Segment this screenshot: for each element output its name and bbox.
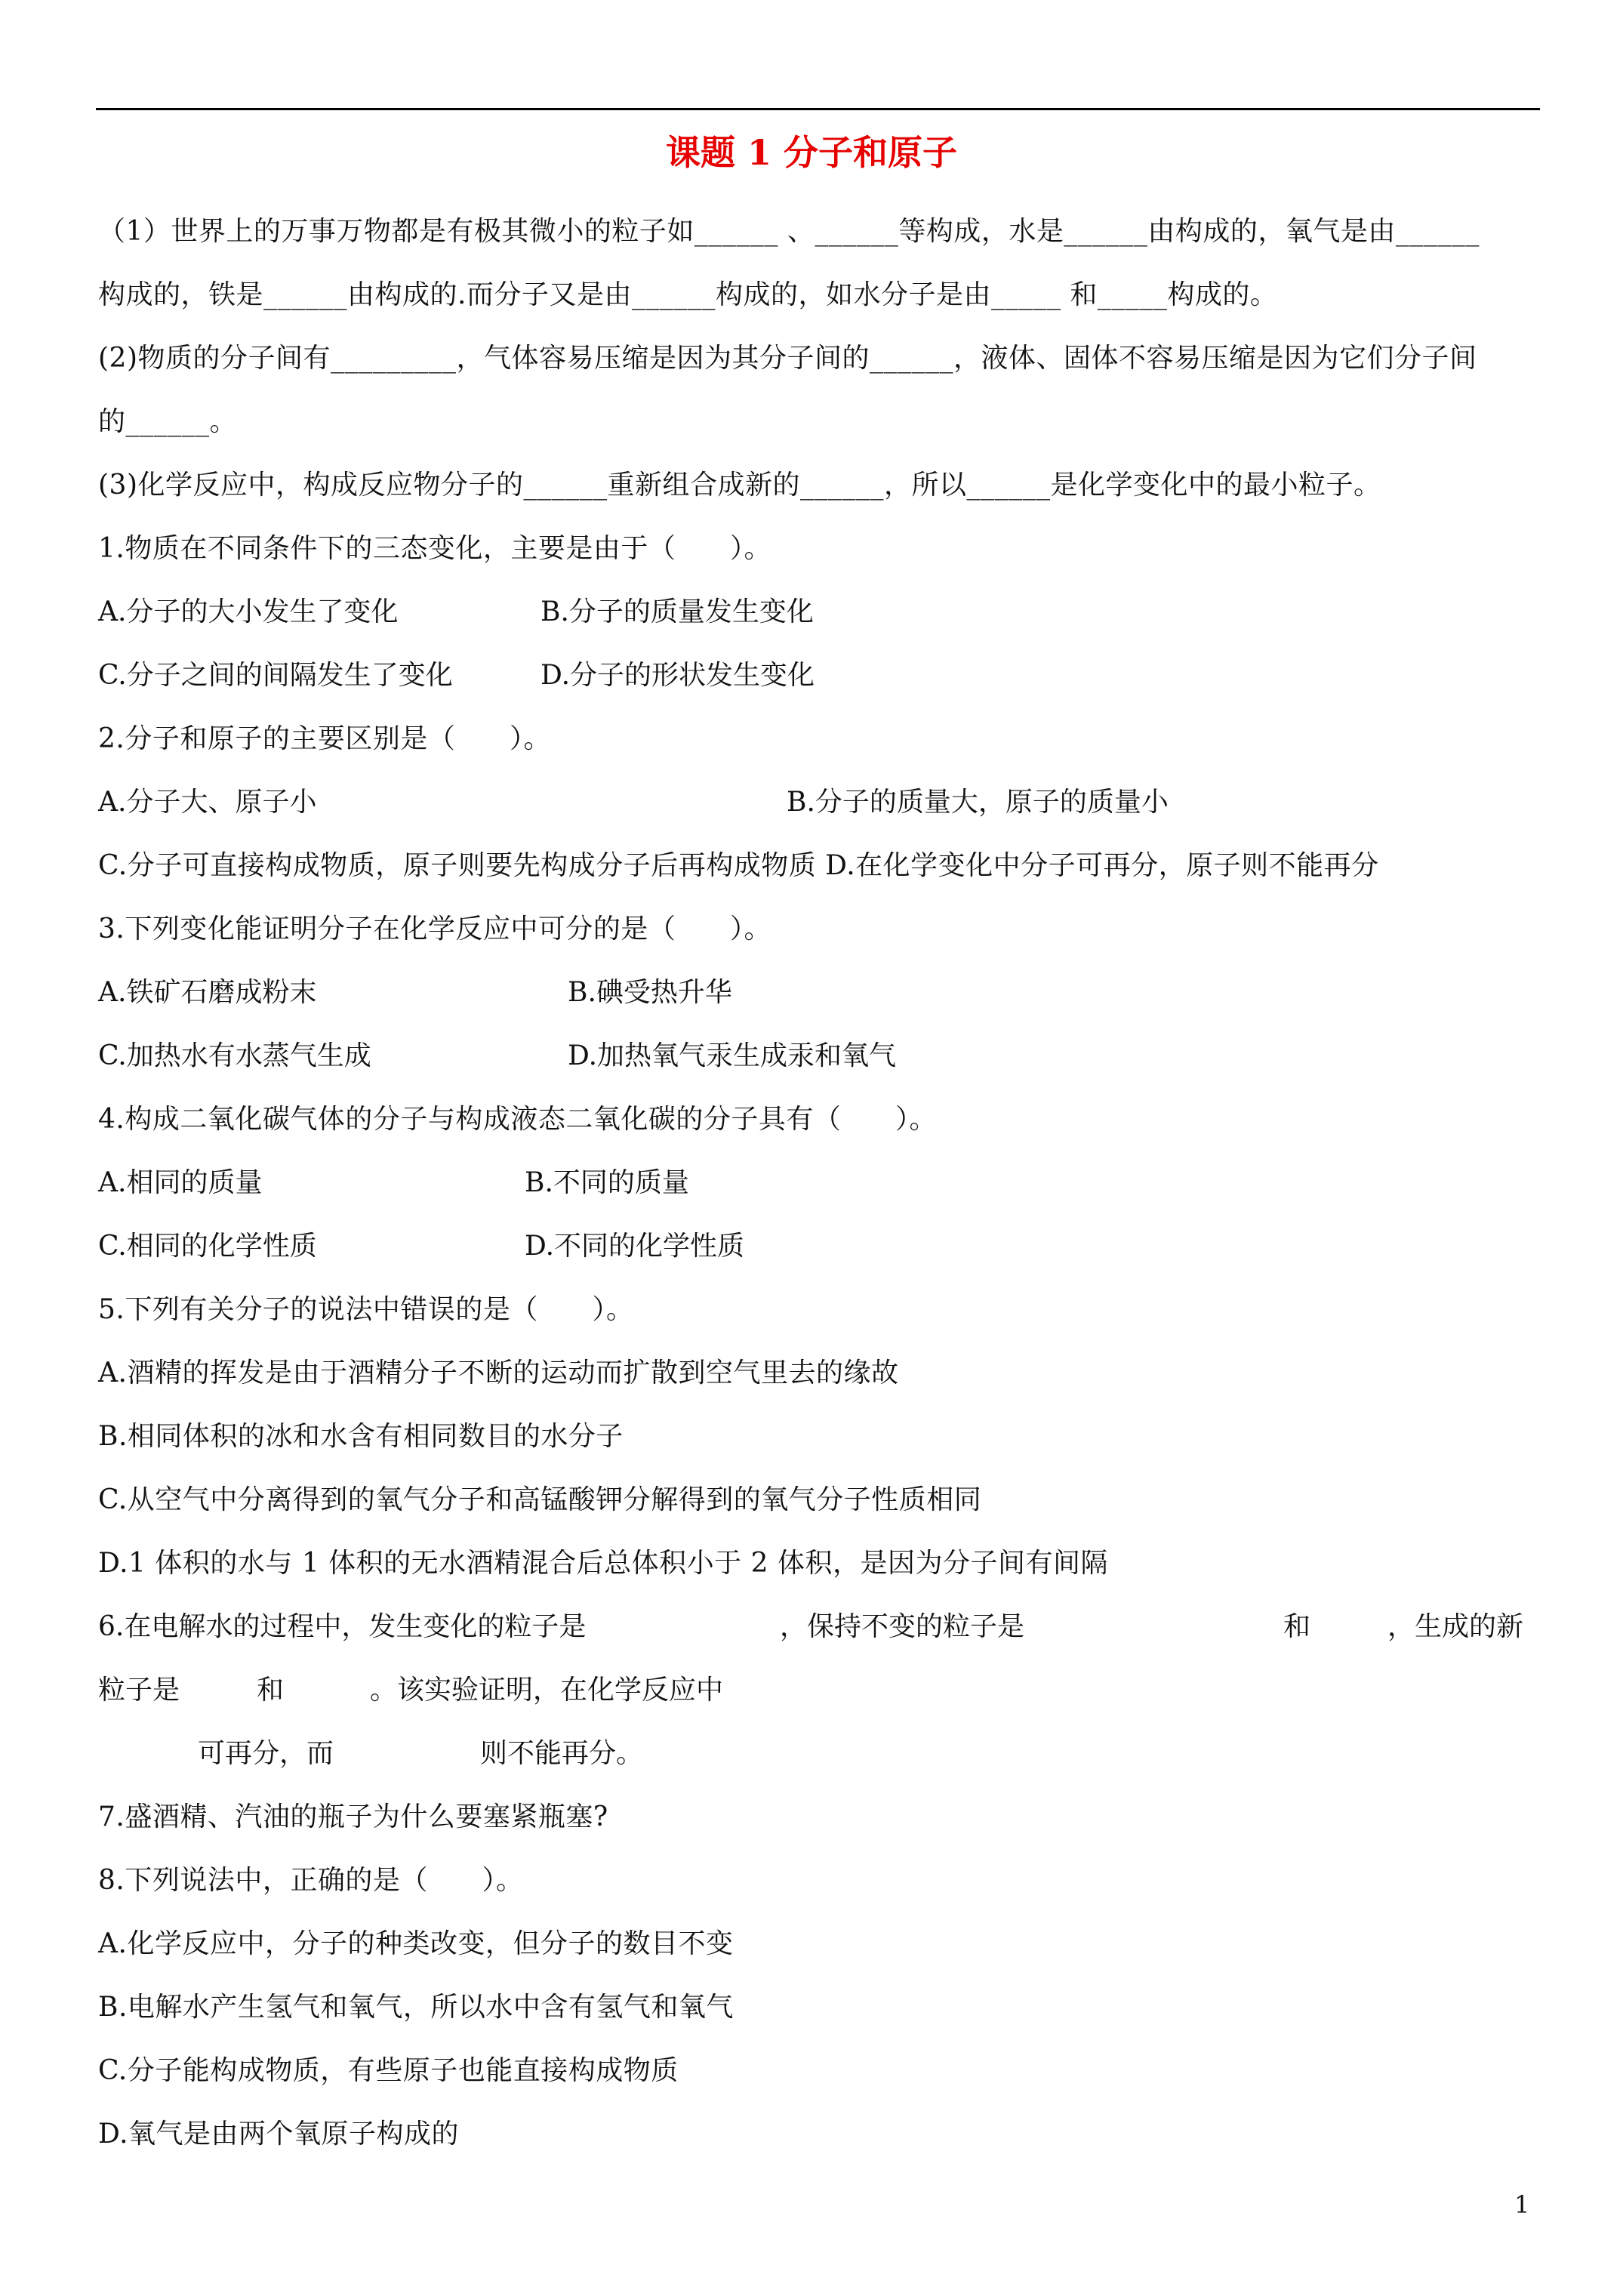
q2-option-a: A.分子大、原子小 bbox=[98, 787, 317, 818]
page-title: 课题 1 分子和原子 bbox=[665, 132, 958, 173]
q3-option-d: D.加热氧气汞生成汞和氧气 bbox=[568, 1040, 897, 1071]
intro-p3-line1: (3)化学反应中，构成反应物分子的______重新组合成新的______，所以______是化学变化中的最小粒子。 bbox=[98, 470, 1381, 501]
q4-option-b: B.不同的质量 bbox=[525, 1167, 689, 1198]
q3-option-c: C.加热水有水蒸气生成 bbox=[98, 1040, 371, 1071]
q6-line1-part2: ，保持不变的粒子是 bbox=[780, 1611, 1025, 1642]
q8-option-c: C.分子能构成物质，有些原子也能直接构成物质 bbox=[98, 2055, 679, 2086]
q1-stem: 1.物质在不同条件下的三态变化，主要是由于（ ）。 bbox=[98, 533, 772, 564]
q6-line1-part1: 6.在电解水的过程中，发生变化的粒子是 bbox=[98, 1611, 587, 1642]
intro-p1-line1: （1）世界上的万事万物都是有极其微小的粒子如______ 、______等构成，水是______由构成的，氧气是由______ bbox=[98, 216, 1480, 247]
q4-option-c: C.相同的化学性质 bbox=[98, 1231, 317, 1262]
q2-stem: 2.分子和原子的主要区别是（ ）。 bbox=[98, 723, 552, 754]
q3-option-a: A.铁矿石磨成粉末 bbox=[98, 977, 317, 1008]
q5-option-d: D.1 体积的水与 1 体积的无水酒精混合后总体积小于 2 体积，是因为分子间有间隔 bbox=[98, 1548, 1108, 1579]
q8-stem: 8.下列说法中，正确的是（ ）。 bbox=[98, 1865, 524, 1896]
q2-option-cd: C.分子可直接构成物质，原子则要先构成分子后再构成物质 D.在化学变化中分子可再分，原子则不能再分 bbox=[98, 850, 1379, 881]
q7-stem: 7.盛酒精、汽油的瓶子为什么要塞紧瓶塞? bbox=[98, 1801, 608, 1832]
q6-line2-part2: 和 bbox=[257, 1675, 285, 1706]
q1-option-d: D.分子的形状发生变化 bbox=[540, 660, 815, 691]
q2-option-b: B.分子的质量大，原子的质量小 bbox=[787, 787, 1169, 818]
q4-stem: 4.构成二氧化碳气体的分子与构成液态二氧化碳的分子具有（ ）。 bbox=[98, 1104, 938, 1135]
page-number: 1 bbox=[1514, 2190, 1530, 2219]
q1-option-b: B.分子的质量发生变化 bbox=[540, 596, 814, 627]
q8-option-b: B.电解水产生氢气和氧气，所以水中含有氢气和氧气 bbox=[98, 1992, 734, 2023]
q5-stem: 5.下列有关分子的说法中错误的是（ ）。 bbox=[98, 1294, 634, 1325]
q6-line1-part3: 和 bbox=[1283, 1611, 1311, 1642]
q3-stem: 3.下列变化能证明分子在化学反应中可分的是（ ）。 bbox=[98, 914, 772, 945]
q6-line3-part1: 可再分，而 bbox=[198, 1738, 334, 1769]
intro-p2-line1: (2)物质的分子间有_________，气体容易压缩是因为其分子间的______，液体、固体不容易压缩是因为它们分子间 bbox=[98, 343, 1477, 374]
q5-option-b: B.相同体积的冰和水含有相同数目的水分子 bbox=[98, 1421, 624, 1452]
q6-line2-part1: 粒子是 bbox=[98, 1675, 180, 1706]
q5-option-c: C.从空气中分离得到的氧气分子和高锰酸钾分解得到的氧气分子性质相同 bbox=[98, 1484, 982, 1515]
header-rule bbox=[96, 108, 1540, 110]
q4-option-a: A.相同的质量 bbox=[98, 1167, 263, 1198]
q8-option-d: D.氧气是由两个氧原子构成的 bbox=[98, 2119, 460, 2150]
intro-p1-line2: 构成的，铁是______由构成的.而分子又是由______构成的，如水分子是由_____ 和_____构成的。 bbox=[98, 279, 1278, 310]
q1-option-a: A.分子的大小发生了变化 bbox=[98, 596, 399, 627]
q6-line3-part2: 则不能再分。 bbox=[480, 1738, 644, 1769]
q6-line1-part4: ，生成的新 bbox=[1387, 1611, 1524, 1642]
q5-option-a: A.酒精的挥发是由于酒精分子不断的运动而扩散到空气里去的缘故 bbox=[98, 1358, 899, 1388]
q6-line2-part3: 。该实验证明，在化学反应中 bbox=[370, 1675, 724, 1706]
intro-p2-line2: 的______。 bbox=[98, 406, 238, 437]
q8-option-a: A.化学反应中，分子的种类改变，但分子的数目不变 bbox=[98, 1928, 734, 1959]
q1-option-c: C.分子之间的间隔发生了变化 bbox=[98, 660, 453, 691]
q4-option-d: D.不同的化学性质 bbox=[525, 1231, 745, 1262]
q3-option-b: B.碘受热升华 bbox=[568, 977, 732, 1008]
